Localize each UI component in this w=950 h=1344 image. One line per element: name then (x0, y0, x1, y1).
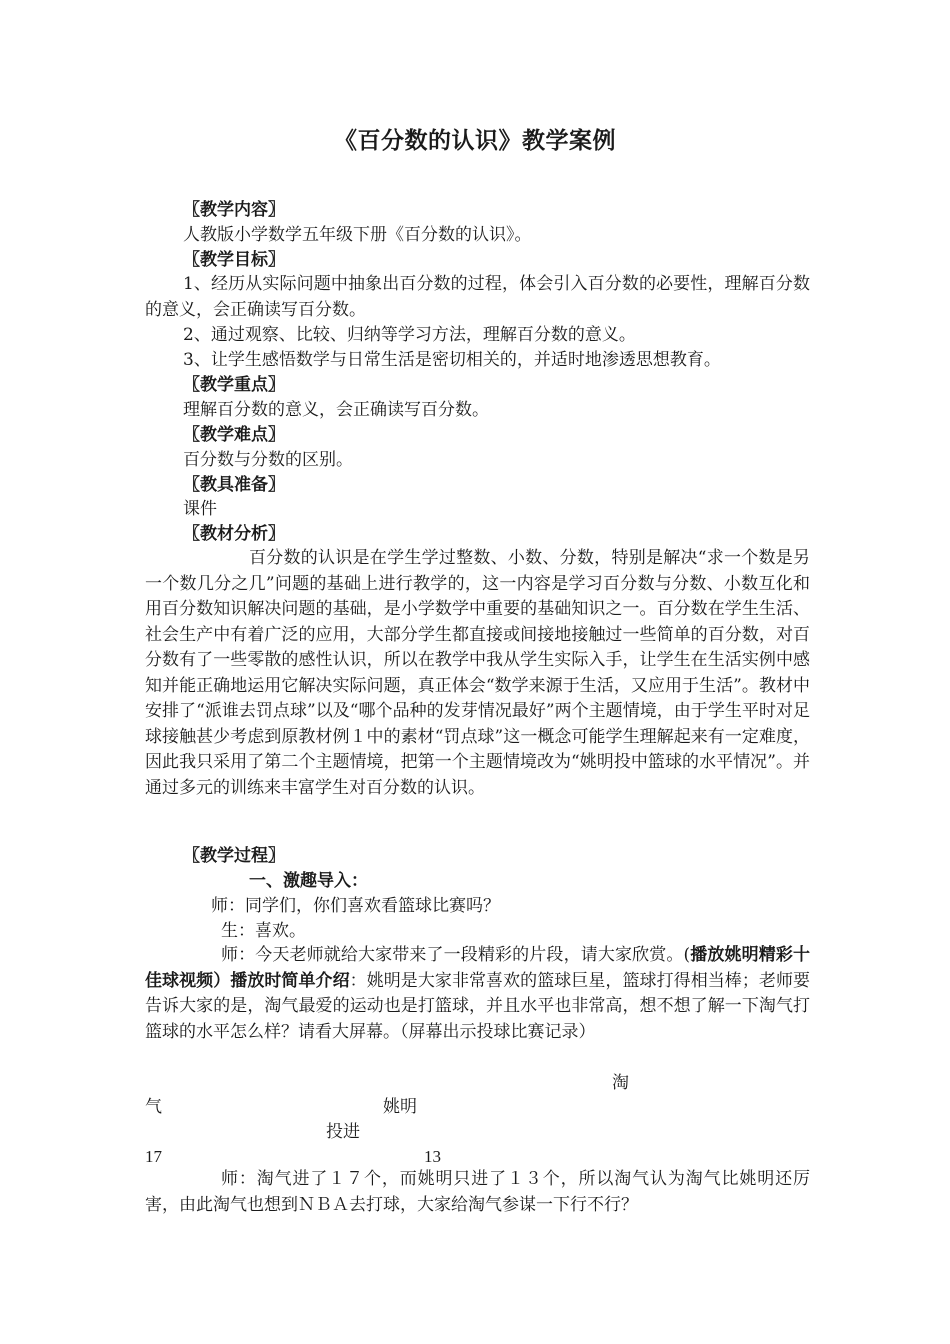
content-heading: 〖教学内容〗 (183, 200, 285, 220)
section-1-heading: 一、激趣导入： (249, 871, 368, 891)
record-value-taoqi: 17 (145, 1147, 162, 1166)
difficult-points-text: 百分数与分数的区别。 (183, 450, 353, 470)
record-header-taoqi-part2: 气 (145, 1097, 162, 1117)
record-header-yaoming: 姚明 (383, 1097, 417, 1117)
content-text: 人教版小学数学五年级下册《百分数的认识》。 (183, 225, 532, 245)
key-points-heading: 〖教学重点〗 (183, 375, 285, 395)
student-line-1: 生：喜欢。 (221, 921, 306, 941)
record-value-yaoming: 13 (424, 1147, 441, 1166)
goal-item-1: 1、经历从实际问题中抽象出百分数的过程，体会引入百分数的必要性，理解百分数的意义，会正确读写百分数。 (145, 274, 810, 320)
teacher-line-2-rest: ：姚明是大家非常喜欢的篮球巨星，篮球打得相当棒；老师要告诉大家的是，淘气最爱的运动也是打篮球，并且水平也非常高，想不想了解一下淘气打篮球的水平怎么样？请看大屏幕。（屏幕出示投球比赛记录） (145, 970, 811, 1042)
goal-item-3: 3、让学生感悟数学与日常生活是密切相关的，并适时地渗透思想教育。 (183, 350, 721, 370)
analysis-paragraph: 百分数的认识是在学生学过整数、小数、分数，特别是解决“求一个数是另一个数几分之几”问题的基础上进行教学的，这一内容是学习百分数与分数、小数互化和用百分数知识解决问题的基础，是小学数学中重要的基础知识之一。百分数在学生生活、社会生产中有着广泛的应用，大部分学生都直接或间接地接触过一些简单的百分数，对百分数有了一些零散的感性认识，所以在教学中我从学生实际入手，让学生在生活实例中感知并能正确地运用它解决实际问题，真正体会“数学来源于生活，又应用于生活”。教材中安排了“派谁去罚点球”以及“哪个品种的发芽情况最好”两个主题情境，由于学生平时对足球接触甚少考虑到原教材例１中的素材“罚点球”这一概念可能学生理解起来有一定难度，因此我只采用了第二个主题情境，把第一个主题情境改为“姚明投中篮球的水平情况”。并通过多元的训练来丰富学生对百分数的认识。 (145, 548, 810, 798)
teacher-line-1: 师：同学们，你们喜欢看篮球比赛吗？ (211, 896, 500, 916)
teacher-line-2 (145, 943, 810, 1045)
tools-heading: 〖教具准备〗 (183, 475, 285, 495)
record-row-label: 投进 (326, 1122, 360, 1142)
teacher-line-2-intro: 师：今天老师就给大家带来了一段精彩的片段，请大家欣赏。( (221, 945, 691, 965)
record-header-taoqi-part1: 淘 (612, 1073, 629, 1093)
teacher-line-3: 师：淘气进了１７个，而姚明只进了１３个，所以淘气认为淘气比姚明还厉害，由此淘气也想到ＮＢＡ去打球，大家给淘气参谋一下行不行？ (145, 1169, 810, 1215)
difficult-points-heading: 〖教学难点〗 (183, 425, 285, 445)
process-heading: 〖教学过程〗 (183, 846, 285, 866)
goal-item-2: 2、通过观察、比较、归纳等学习方法，理解百分数的意义。 (183, 325, 636, 345)
goals-heading: 〖教学目标〗 (183, 250, 285, 270)
teacher-line-2-bold: 播放姚明精彩十佳球视频）播放时简单介绍 (145, 945, 810, 991)
analysis-heading: 〖教材分析〗 (183, 524, 285, 544)
tools-text: 课件 (183, 499, 217, 519)
document-title: 《百分数的认识》教学案例 (334, 127, 616, 154)
key-points-text: 理解百分数的意义，会正确读写百分数。 (183, 400, 489, 420)
